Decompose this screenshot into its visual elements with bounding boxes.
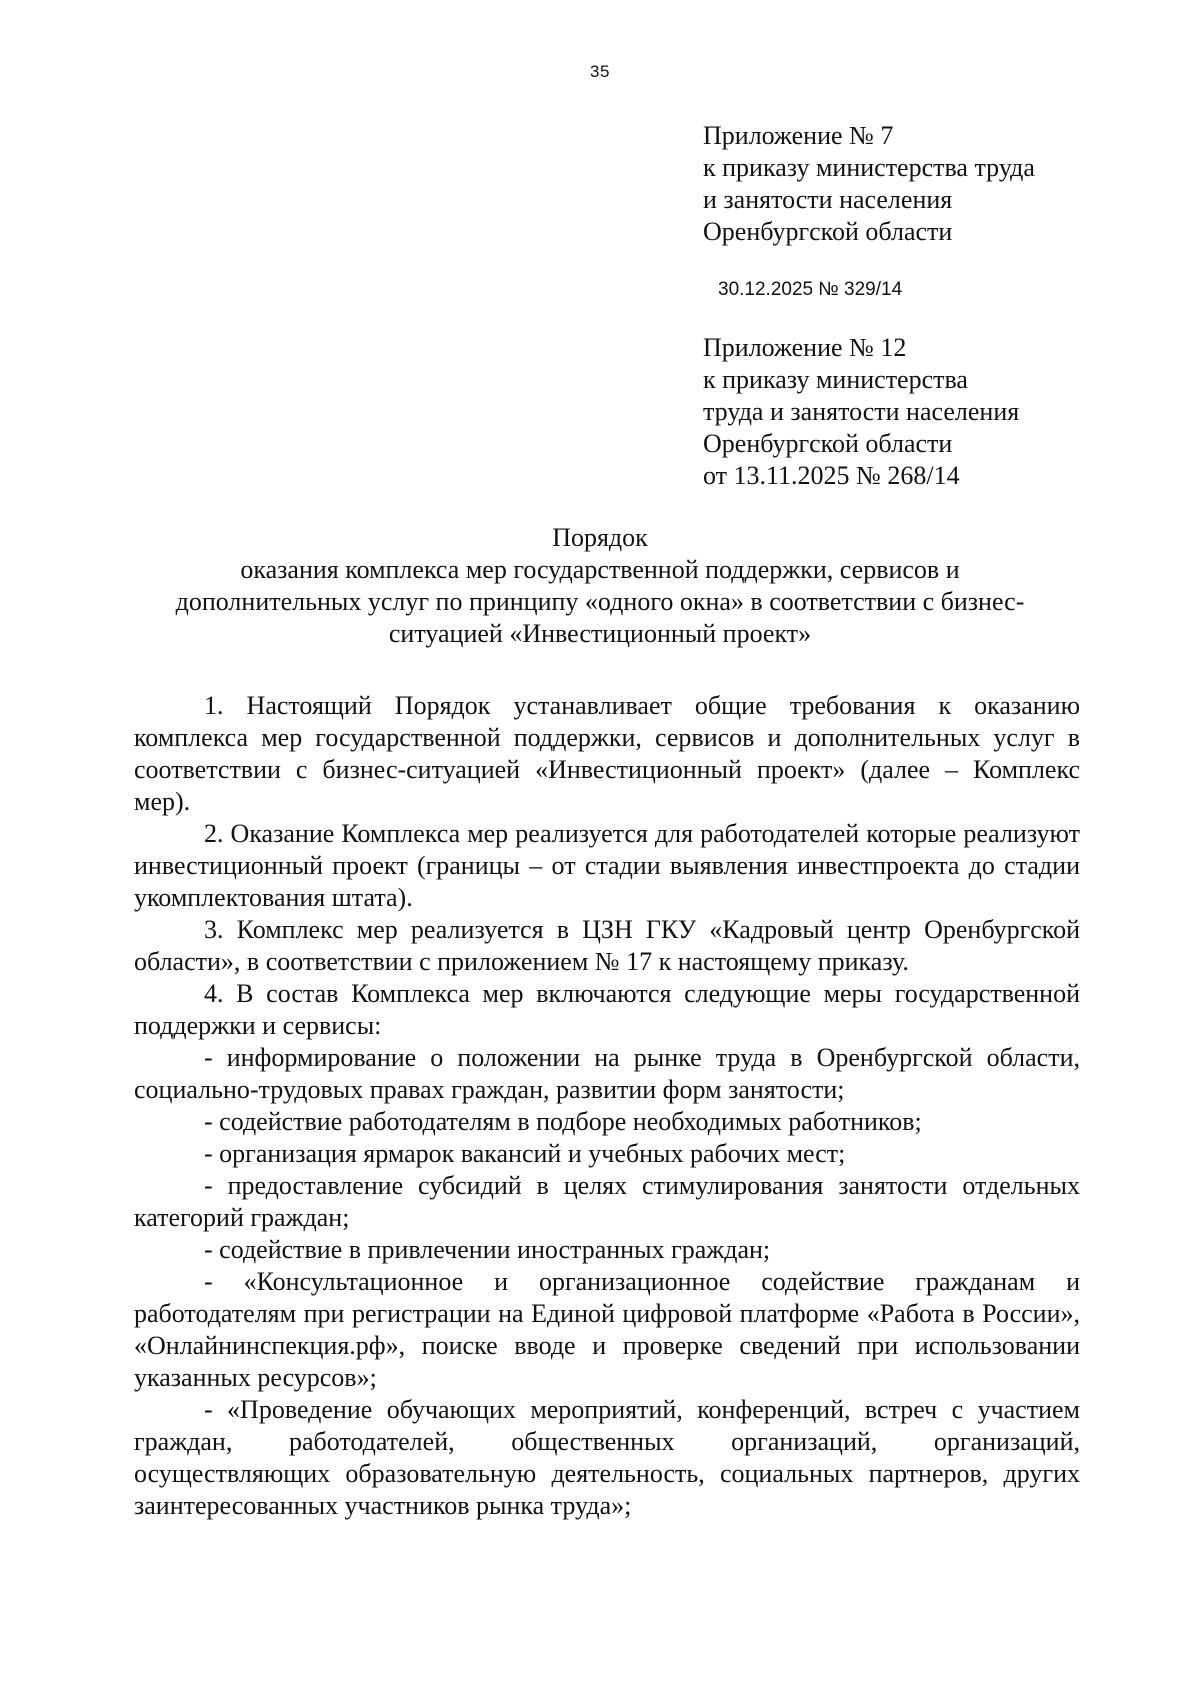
title-line: ситуацией «Инвестиционный проект» bbox=[388, 619, 812, 648]
appendix-12-line: Приложение № 12 bbox=[703, 333, 907, 362]
order-date-number: 30.12.2025 № 329/14 bbox=[718, 279, 903, 300]
document-body bbox=[134, 690, 1080, 1522]
list-item: - «Консультационное и организационное содействие гражданам и работодателям при регистрации на Единой цифровой платформе «Работа в России», «Онлайнинспекция.рф», поиске вводе и проверке сведений при использовании указанных ресурсов»; bbox=[134, 1267, 1080, 1392]
title-line: оказания комплекса мер государственной поддержки, сервисов и bbox=[240, 555, 960, 584]
appendix-12-line: от 13.11.2025 № 268/14 bbox=[703, 461, 960, 490]
list-item: - информирование о положении на рынке труда в Оренбургской области, социально-трудовых правах граждан, развитии форм занятости; bbox=[134, 1043, 1080, 1104]
title-line: дополнительных услуг по принципу «одного окна» в соответствии с бизнес- bbox=[175, 587, 1025, 616]
appendix-12-header bbox=[703, 332, 1019, 492]
appendix-7-line: к приказу министерства труда bbox=[703, 153, 1035, 182]
list-item: - предоставление субсидий в целях стимулирования занятости отдельных категорий граждан; bbox=[134, 1171, 1080, 1232]
paragraph-1: 1. Настоящий Порядок устанавливает общие требования к оказанию комплекса мер государственной поддержки, сервисов и дополнительных услуг в соответствии с бизнес-ситуацией «Инвестиционный проект» (далее – Комплекс мер). bbox=[134, 691, 1080, 816]
title-heading: Порядок bbox=[552, 523, 648, 552]
appendix-7-header bbox=[703, 120, 1035, 248]
document-title bbox=[130, 522, 1070, 650]
appendix-7-line: Приложение № 7 bbox=[703, 121, 894, 150]
list-item: - содействие работодателям в подборе необходимых работников; bbox=[204, 1107, 922, 1136]
appendix-12-line: Оренбургской области bbox=[703, 429, 953, 458]
paragraph-4: 4. В состав Комплекса мер включаются следующие меры государственной поддержки и сервисы: bbox=[134, 979, 1080, 1040]
list-item: - организация ярмарок вакансий и учебных рабочих мест; bbox=[204, 1139, 846, 1168]
appendix-12-line: к приказу министерства bbox=[703, 365, 968, 394]
page-number: 35 bbox=[590, 62, 610, 81]
list-item: - содействие в привлечении иностранных граждан; bbox=[204, 1235, 771, 1264]
appendix-7-line: Оренбургской области bbox=[703, 217, 953, 246]
paragraph-3: 3. Комплекс мер реализуется в ЦЗН ГКУ «Кадровый центр Оренбургской области», в соответствии с приложением № 17 к настоящему приказу. bbox=[134, 915, 1080, 976]
list-item: - «Проведение обучающих мероприятий, конференций, встреч с участием граждан, работодателей, общественных организаций, организаций, осуществляющих образовательную деятельность, социальных партнеров, других заинтересованных участников рынка труда»; bbox=[134, 1395, 1080, 1520]
appendix-7-line: и занятости населения bbox=[703, 185, 953, 214]
paragraph-2: 2. Оказание Комплекса мер реализуется для работодателей которые реализуют инвестиционный проект (границы – от стадии выявления инвестпроекта до стадии укомплектования штата). bbox=[134, 819, 1080, 912]
appendix-12-line: труда и занятости населения bbox=[703, 397, 1020, 426]
